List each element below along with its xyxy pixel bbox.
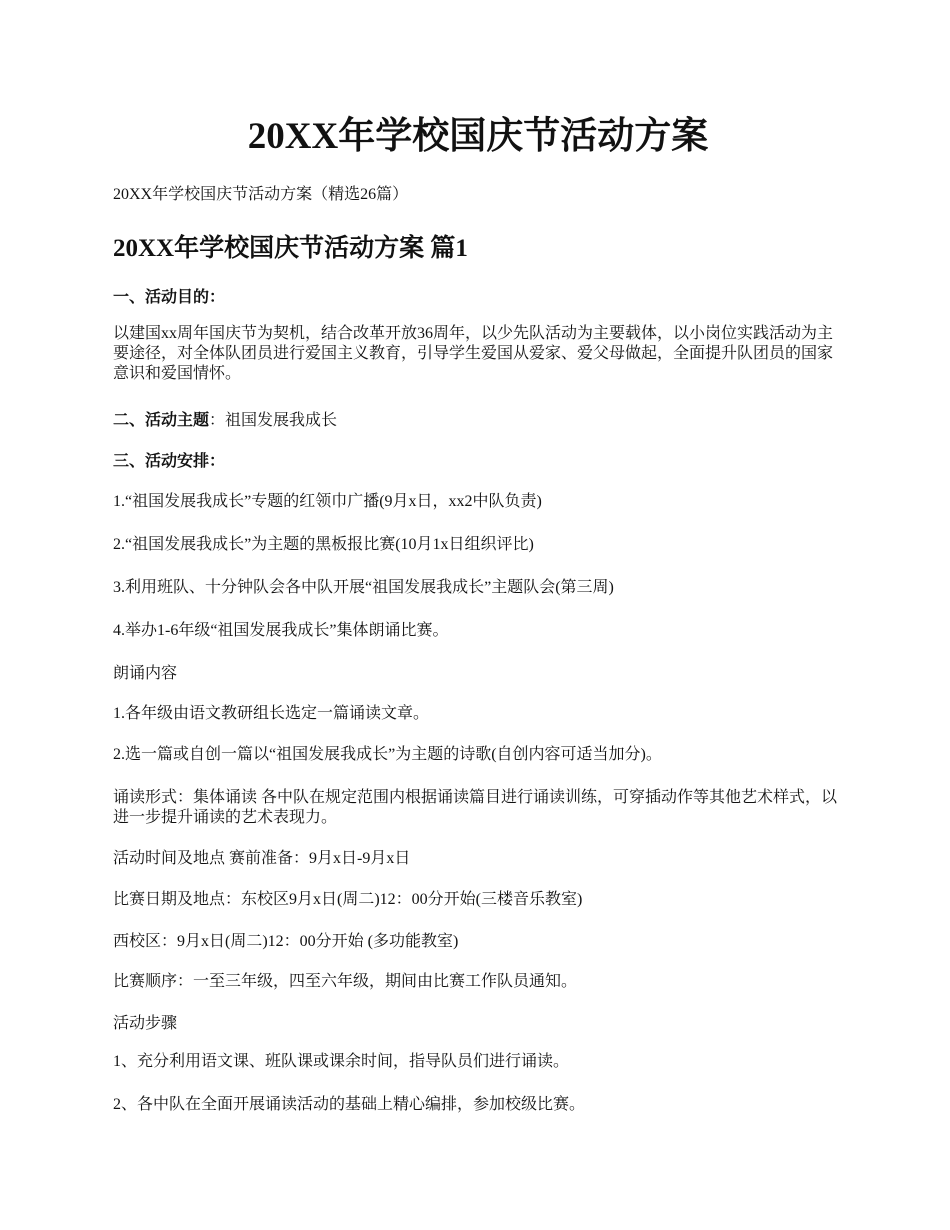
step-item: 2、各中队在全面开展诵读活动的基础上精心编排，参加校级比赛。 <box>113 1096 586 1113</box>
arrangement-item: 3.利用班队、十分钟队会各中队开展“祖国发展我成长”主题队会(第三周) <box>113 579 614 596</box>
theme-text: ：祖国发展我成长 <box>209 412 338 429</box>
recital-content-label: 朗诵内容 <box>113 665 178 682</box>
arrangement-item: 4.举办1-6年级“祖国发展我成长”集体朗诵比赛。 <box>113 622 449 639</box>
recital-item: 2.选一篇或自创一篇以“祖国发展我成长”为主题的诗歌(自创内容可适当加分)。 <box>113 746 662 763</box>
theme-label: 二、活动主题 <box>113 412 210 429</box>
document-subtitle: 20XX年学校国庆节活动方案（精选26篇） <box>113 186 409 203</box>
date-place-west: 西校区：9月x日(周二)12：00分开始 (多功能教室) <box>113 933 459 950</box>
time-place: 活动时间及地点 赛前准备：9月x日-9月x日 <box>113 850 411 867</box>
step-item: 1、充分利用语文课、班队课或课余时间，指导队员们进行诵读。 <box>113 1053 570 1070</box>
recital-form: 诵读形式：集体诵读 各中队在规定范围内根据诵读篇目进行诵读训练，可穿插动作等其他艺术样式，以进一步提升诵读的艺术表现力。 <box>113 789 838 826</box>
arrangement-heading: 三、活动安排： <box>113 453 226 470</box>
steps-label: 活动步骤 <box>113 1015 178 1032</box>
date-place-east: 比赛日期及地点：东校区9月x日(周二)12：00分开始(三楼音乐教室) <box>113 891 583 908</box>
theme-line <box>113 411 843 431</box>
goal-text: 以建国xx周年国庆节为契机，结合改革开放36周年，以少先队活动为主要载体，以小岗位实践活动为主要途径，对全体队团员进行爱国主义教育，引导学生爱国从爱家、爱父母做起，全面提升队团员的国家意识和爱国情怀。 <box>113 325 834 382</box>
goal-heading: 一、活动目的： <box>113 289 226 306</box>
recital-item: 1.各年级由语文教研组长选定一篇诵读文章。 <box>113 705 430 722</box>
arrangement-item: 2.“祖国发展我成长”为主题的黑板报比赛(10月1x日组织评比) <box>113 536 534 553</box>
competition-order: 比赛顺序：一至三年级，四至六年级，期间由比赛工作队员通知。 <box>113 973 578 990</box>
arrangement-item: 1.“祖国发展我成长”专题的红领巾广播(9月x日，xx2中队负责) <box>113 493 542 510</box>
section-heading: 20XX年学校国庆节活动方案 篇1 <box>113 235 468 262</box>
document-title: 20XX年学校国庆节活动方案 <box>247 116 709 157</box>
